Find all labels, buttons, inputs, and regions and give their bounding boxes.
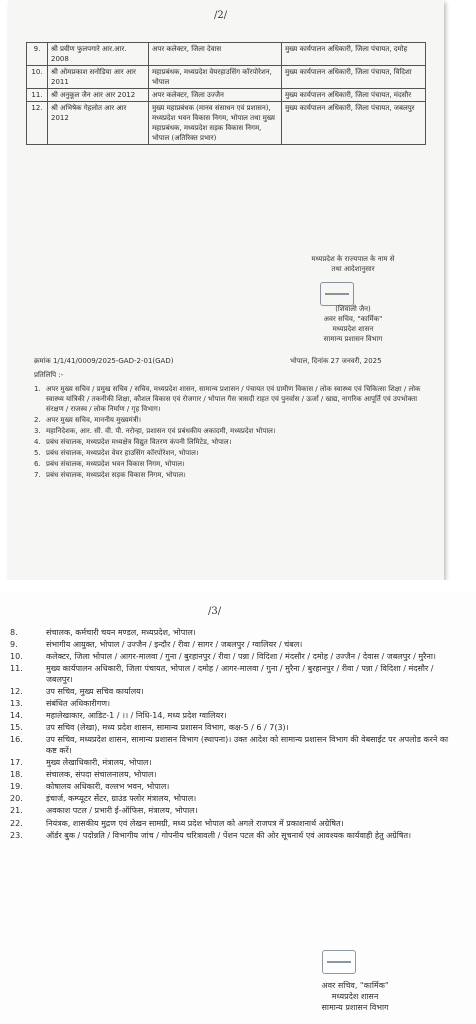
serial-number-cell: 10. — [27, 66, 48, 89]
order-line: तथा आदेशानुसार — [331, 265, 375, 273]
signatory-department: सामान्य प्रशासन विभाग — [323, 335, 383, 343]
list-item-number: 20. — [10, 794, 23, 804]
list-item-text: प्रबंध संचालक, मध्यप्रदेश भवन विकास निगम, भोपाल। — [46, 460, 185, 468]
list-item-number: 13. — [10, 699, 23, 709]
list-item-number: 15. — [10, 723, 23, 733]
new-post-cell: मुख्य कार्यपालन अधिकारी, जिला पंचायत, जबलपुर — [282, 102, 426, 145]
signatory-title: अवर सचिव, "कार्मिक" — [323, 315, 383, 323]
order-authority — [278, 254, 428, 274]
copy-list — [34, 384, 436, 481]
page-number: /3/ — [208, 606, 222, 617]
list-item — [34, 384, 436, 414]
signatory-department: मध्यप्रदेश शासन — [331, 992, 379, 1001]
list-item — [10, 699, 450, 710]
signature-stamp — [322, 950, 356, 974]
new-post-cell: मुख्य कार्यपालन अधिकारी, जिला पंचायत, दमोह — [282, 43, 426, 66]
officer-name-cell: श्री अनुकूल जैन आर आर 2012 — [48, 89, 149, 102]
officer-name-cell: श्री प्रवीण फुलपगारे आर.आर. 2008 — [48, 43, 149, 66]
list-item — [34, 470, 436, 480]
list-item-number: 7. — [34, 471, 41, 479]
serial-number-cell: 11. — [27, 89, 48, 102]
signatory-name: (शिवाली जैन) — [335, 305, 371, 313]
signatory-department: मध्यप्रदेश शासन — [332, 325, 374, 333]
list-item-number: 21. — [10, 806, 23, 816]
list-item — [10, 664, 450, 685]
current-post-cell: अपर कलेक्टर, जिला उज्जैन — [149, 89, 282, 102]
reference-number: क्रमांक 1/1/41/0009/2025-GAD-2-01(GAD) — [34, 357, 174, 365]
list-item-number: 8. — [10, 628, 18, 637]
list-item — [34, 415, 436, 425]
list-item-text: अपर मुख्य सचिव, माननीय मुख्यमंत्री। — [46, 416, 142, 424]
list-item — [10, 794, 450, 805]
list-item-text: संभागीय आयुक्त, भोपाल / उज्जैन / इन्दौर / रीवा / सागर / जबलपुर / ग्वालियर / चंबल। — [46, 640, 303, 650]
distribution-list — [10, 628, 450, 843]
list-item-text: मुख्य लेखाधिकारी, मंत्रालय, भोपाल। — [46, 758, 152, 768]
list-item-number: 17. — [10, 758, 23, 768]
table-row — [27, 66, 426, 89]
list-item — [34, 426, 436, 436]
list-item — [10, 758, 450, 769]
signatory-department: सामान्य प्रशासन विभाग — [321, 1003, 389, 1012]
list-item-number: 3. — [34, 427, 41, 435]
list-item-number: 2. — [34, 416, 41, 424]
list-item-number: 9. — [10, 640, 18, 650]
list-item — [10, 819, 450, 830]
list-item — [10, 652, 450, 663]
order-line: मध्यप्रदेश के राज्यपाल के नाम से — [311, 255, 395, 263]
list-item-number: 12. — [10, 686, 23, 696]
list-item-text: महानिदेशक, आर. सी. वी. पी. नरोन्हा, प्रशासन एवं प्रबंधकीय अकादमी, मध्यप्रदेश भोपाल। — [46, 427, 276, 435]
list-item — [10, 628, 450, 639]
copy-heading: प्रतिलिपि :- — [34, 371, 64, 379]
list-item — [34, 437, 436, 447]
list-item-text: संचालक, कर्मचारी चयन मण्डल, मध्यप्रदेश, भोपाल। — [46, 628, 196, 637]
list-item — [10, 806, 450, 817]
list-item-number: 11. — [10, 664, 23, 674]
serial-number-cell: 12. — [27, 102, 48, 145]
list-item — [10, 723, 450, 734]
table-row — [27, 89, 426, 102]
list-item-number: 23. — [10, 830, 23, 840]
list-item-number: 10. — [10, 652, 23, 662]
page-two — [8, 0, 444, 580]
list-item-number: 14. — [10, 711, 23, 721]
list-item-text: इंचार्ज, कम्प्यूटर सेंटर, ग्राउंड फ्लोर मंत्रालय, भोपाल। — [46, 794, 197, 804]
signatory-title: अवर सचिव, "कार्मिक" — [321, 981, 389, 990]
new-post-cell: मुख्य कार्यपालन अधिकारी, जिला पंचायत, विदिशा — [282, 66, 426, 89]
list-item-text: अवकाश पटल / प्रभारी ई-ऑफिस, मंत्रालय, भोपाल। — [46, 806, 198, 816]
list-item-text: कलेक्टर, जिला भोपाल / आगर-मालवा / गुना / बुरहानपुर / रीवा / पन्ना / विदिशा / मंदसौर / दमोह / उज्जैन / देवास / जबलपुर / मुरैना। — [46, 652, 436, 662]
reference-date: भोपाल, दिनांक 27 जनवरी, 2025 — [290, 357, 382, 365]
signature-block — [280, 980, 430, 1013]
list-item-text: उप सचिव (लेखा), मध्य प्रदेश शासन, सामान्य प्रशासन विभाग, कक्ष-5 / 6 / 7(3)। — [46, 723, 289, 733]
list-item-number: 16. — [10, 735, 23, 745]
list-item-number: 1. — [34, 385, 41, 393]
list-item-text: प्रबंध संचालक, मध्यप्रदेश वेयर हाउसिंग कॉरपोरेशन, भोपाल। — [46, 449, 199, 457]
list-item-number: 19. — [10, 782, 23, 792]
list-item-text: कोषालय अधिकारी, वल्लभ भवन, भोपाल। — [46, 782, 170, 792]
list-item — [34, 448, 436, 458]
current-post-cell: महाप्रबंधक, मध्यप्रदेश वेयरहाउसिंग कॉरपोरेशन, भोपाल — [149, 66, 282, 89]
list-item-text: महालेखाकार, आडिट-1 / ।। / निधि-14, मध्य प्रदेश ग्वालियर। — [46, 711, 227, 721]
officer-transfer-table — [26, 42, 426, 145]
list-item-text: अपर मुख्य सचिव / प्रमुख सचिव / सचिव, मध्यप्रदेश शासन, सामान्य प्रशासन / पंचायत एवं ग्रामीण विकास / लोक स्वास्थ्य एवं चिकित्सा शिक्षा / लोक स्वास्थ्य यांत्रिकी / तकनीकी शिक्षा, कौशल विकास एवं रोजगार / भोपाल गैस त्रासदी राहत एवं पुनर्वास / ऊर्जा / खाद्य, नागरिक आपूर्ति एवं उपभोक्ता संरक्षण / राजस्व / लोक निर्माण / गृह विभाग। — [46, 385, 421, 413]
page-number: /2/ — [214, 10, 228, 21]
current-post-cell: अपर कलेक्टर, जिला देवास — [149, 43, 282, 66]
list-item — [10, 711, 450, 722]
list-item-number: 5. — [34, 449, 41, 457]
officer-name-cell: श्री ओमप्रकाश सनोडिया आर आर 2011 — [48, 66, 149, 89]
signature-block — [288, 304, 418, 344]
list-item-text: उप सचिव, मुख्य सचिव कार्यालय। — [46, 686, 144, 696]
list-item — [10, 831, 450, 842]
list-item-text: प्रबंध संचालक, मध्यप्रदेश मध्यक्षेत्र विद्युत वितरण कंपनी लिमिटेड, भोपाल। — [46, 438, 232, 446]
list-item-number: 4. — [34, 438, 41, 446]
serial-number-cell: 9. — [27, 43, 48, 66]
list-item-number: 22. — [10, 818, 23, 828]
list-item — [34, 459, 436, 469]
list-item — [10, 770, 450, 781]
list-item-text: प्रबंध संचालक, मध्यप्रदेश सड़क विकास निगम, भोपाल। — [46, 471, 186, 479]
list-item — [10, 640, 450, 651]
list-item-text: मुख्य कार्यपालन अधिकारी, जिला पंचायत, भोपाल / दमोह / आगर-मालवा / गुना / मुरैना / बुरहानपुर / रीवा / पन्ना / विदिशा / मंदसौर / जबलपुर। — [46, 664, 434, 684]
list-item — [10, 782, 450, 793]
signature-stamp — [320, 282, 354, 306]
list-item — [10, 687, 450, 698]
current-post-cell: मुख्य महाप्रबंधक (मानव संसाधन एवं प्रशासन), मध्यप्रदेश भवन विकास निगम, भोपाल तथा मुख्य महाप्रबंधक, मध्यप्रदेश सड़क विकास निगम, भोपाल (अतिरिक्त प्रभार) — [149, 102, 282, 145]
list-item-text: नियंत्रक, शासकीय मुद्रण एवं लेखन सामग्री, मध्य प्रदेश भोपाल को अगले राजपत्र में प्रकाशनार्थ अग्रेषित। — [46, 818, 344, 828]
new-post-cell: मुख्य कार्यपालन अधिकारी, जिला पंचायत, मंदसौर — [282, 89, 426, 102]
list-item — [10, 735, 450, 756]
list-item-text: ऑर्डर बुक / पदोन्नति / विभागीय जांच / गोपनीय चरित्रावली / पेंशन पटल की ओर सूचनार्थ एवं आवश्यक कार्यवाही हेतु अग्रेषित। — [46, 830, 412, 840]
list-item-text: संबंधित अधिकारीगण। — [46, 699, 111, 709]
list-item-text: संचालक, संपदा संचालनालय, भोपाल। — [46, 770, 157, 780]
list-item-number: 18. — [10, 770, 23, 780]
page-gap — [0, 580, 476, 592]
list-item-text: उप सचिव, मध्यप्रदेश शासन, सामान्य प्रशासन विभाग (स्थापना)। उक्त आदेश को सामान्य प्रशासन विभाग की वेबसाईट पर अपलोड करने का कष्ट करें। — [46, 735, 449, 755]
table-row — [27, 102, 426, 145]
officer-name-cell: श्री अभिषेक गेहलोत आर आर 2012 — [48, 102, 149, 145]
table-row — [27, 43, 426, 66]
list-item-number: 6. — [34, 460, 41, 468]
